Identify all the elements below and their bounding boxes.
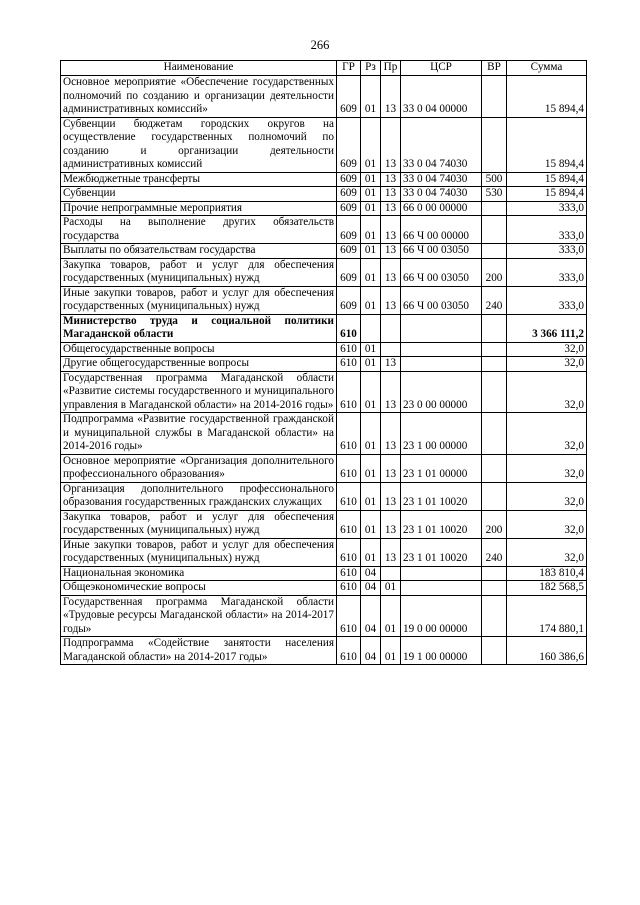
header-sum: Сумма [507,61,587,76]
cell-pr: 13 [381,538,401,566]
cell-csr: 66 Ч 00 03050 [401,286,482,314]
table-row [61,76,587,118]
cell-csr: 66 0 00 00000 [401,201,482,216]
cell-sum: 333,0 [507,286,587,314]
cell-name: Подпрограмма «Развитие государственной гражданской и муниципальной службы в Магаданской области» на 2014-2016 годы» [61,413,337,455]
cell-sum: 333,0 [507,201,587,216]
cell-csr: 66 Ч 00 00000 [401,216,482,244]
table-row [61,201,587,216]
cell-vr: 240 [482,286,507,314]
cell-vr [482,454,507,482]
cell-sum: 160 386,6 [507,637,587,665]
cell-vr: 240 [482,538,507,566]
cell-pr: 13 [381,371,401,413]
cell-pr: 01 [381,595,401,637]
cell-name: Прочие непрограммные мероприятия [61,201,337,216]
cell-rz: 01 [361,482,381,510]
cell-name: Субвенции [61,187,337,202]
table-row [61,314,587,342]
cell-name: Закупка товаров, работ и услуг для обеспечения государственных (муниципальных) нужд [61,258,337,286]
cell-rz: 01 [361,413,381,455]
cell-csr: 23 1 01 10020 [401,482,482,510]
cell-rz: 01 [361,286,381,314]
cell-csr: 66 Ч 00 03050 [401,244,482,259]
cell-vr: 200 [482,510,507,538]
cell-rz: 01 [361,357,381,372]
cell-name: Общеэкономические вопросы [61,581,337,596]
cell-gr: 610 [337,413,361,455]
cell-vr [482,76,507,118]
cell-name: Основное мероприятие «Организация дополнительного профессионального образования» [61,454,337,482]
cell-csr: 33 0 04 00000 [401,76,482,118]
cell-csr: 23 1 00 00000 [401,413,482,455]
cell-sum: 32,0 [507,538,587,566]
cell-rz: 01 [361,76,381,118]
cell-name: Подпрограмма «Содействие занятости населения Магаданской области» на 2014-2017 годы» [61,637,337,665]
cell-name: Основное мероприятие «Обеспечение государственных полномочий по созданию и организации деятельности административных комиссий» [61,76,337,118]
cell-name: Другие общегосударственные вопросы [61,357,337,372]
cell-csr: 33 0 04 74030 [401,172,482,187]
cell-sum: 3 366 111,2 [507,314,587,342]
cell-vr [482,314,507,342]
cell-vr [482,201,507,216]
cell-name: Организация дополнительного профессионального образования государственных гражданских служащих [61,482,337,510]
cell-rz: 01 [361,510,381,538]
cell-gr: 610 [337,454,361,482]
cell-csr: 23 1 01 10020 [401,510,482,538]
header-rz: Рз [361,61,381,76]
cell-name: Выплаты по обязательствам государства [61,244,337,259]
cell-sum: 32,0 [507,482,587,510]
cell-csr: 23 1 01 00000 [401,454,482,482]
cell-sum: 15 894,4 [507,187,587,202]
cell-gr: 609 [337,172,361,187]
cell-rz: 01 [361,244,381,259]
cell-vr [482,244,507,259]
cell-rz: 01 [361,538,381,566]
table-row [61,244,587,259]
cell-sum: 32,0 [507,371,587,413]
table-row [61,538,587,566]
cell-csr: 19 0 00 00000 [401,595,482,637]
table-row [61,482,587,510]
cell-vr: 500 [482,172,507,187]
table-row [61,258,587,286]
cell-rz: 04 [361,566,381,581]
cell-sum: 15 894,4 [507,172,587,187]
cell-pr: 01 [381,581,401,596]
cell-sum: 15 894,4 [507,117,587,172]
cell-rz: 01 [361,454,381,482]
cell-vr [482,637,507,665]
table-row [61,286,587,314]
header-csr: ЦСР [401,61,482,76]
cell-rz: 04 [361,581,381,596]
cell-name: Министерство труда и социальной политики Магаданской области [61,314,337,342]
table-row [61,371,587,413]
cell-sum: 182 568,5 [507,581,587,596]
cell-vr [482,482,507,510]
cell-name: Иные закупки товаров, работ и услуг для обеспечения государственных (муниципальных) нужд [61,286,337,314]
header-row [61,61,587,76]
cell-name: Иные закупки товаров, работ и услуг для обеспечения государственных (муниципальных) нужд [61,538,337,566]
cell-name: Закупка товаров, работ и услуг для обеспечения государственных (муниципальных) нужд [61,510,337,538]
cell-csr: 23 1 01 10020 [401,538,482,566]
cell-pr: 13 [381,258,401,286]
table-row [61,454,587,482]
table-row [61,216,587,244]
cell-gr: 609 [337,187,361,202]
cell-sum: 32,0 [507,357,587,372]
cell-rz [361,314,381,342]
table-row [61,637,587,665]
table-row [61,357,587,372]
cell-pr [381,566,401,581]
table-row [61,581,587,596]
cell-rz: 04 [361,637,381,665]
cell-pr [381,342,401,357]
cell-csr: 66 Ч 00 03050 [401,258,482,286]
cell-name: Межбюджетные трансферты [61,172,337,187]
cell-gr: 609 [337,286,361,314]
cell-gr: 609 [337,258,361,286]
table-row [61,117,587,172]
cell-rz: 01 [361,371,381,413]
cell-gr: 610 [337,342,361,357]
cell-vr [482,581,507,596]
cell-gr: 609 [337,76,361,118]
cell-rz: 01 [361,201,381,216]
cell-sum: 32,0 [507,413,587,455]
cell-rz: 01 [361,342,381,357]
cell-gr: 610 [337,510,361,538]
cell-gr: 610 [337,595,361,637]
cell-name: Субвенции бюджетам городских округов на осуществление государственных полномочий по созданию и организации деятельности административных комиссий [61,117,337,172]
cell-vr [482,117,507,172]
cell-vr [482,371,507,413]
cell-vr [482,342,507,357]
cell-sum: 333,0 [507,258,587,286]
cell-sum: 32,0 [507,342,587,357]
cell-gr: 610 [337,371,361,413]
cell-pr [381,314,401,342]
cell-vr [482,357,507,372]
cell-vr: 530 [482,187,507,202]
cell-sum: 174 880,1 [507,595,587,637]
table-row [61,172,587,187]
header-name: Наименование [61,61,337,76]
cell-pr: 13 [381,482,401,510]
cell-rz: 01 [361,216,381,244]
cell-csr [401,357,482,372]
cell-pr: 13 [381,76,401,118]
cell-csr [401,566,482,581]
cell-gr: 609 [337,216,361,244]
header-vr: ВР [482,61,507,76]
cell-vr: 200 [482,258,507,286]
table-row [61,342,587,357]
cell-pr: 13 [381,244,401,259]
table-row [61,566,587,581]
table-row [61,510,587,538]
table-row [61,187,587,202]
cell-pr: 13 [381,357,401,372]
cell-pr: 13 [381,117,401,172]
cell-sum: 32,0 [507,510,587,538]
cell-pr: 13 [381,201,401,216]
cell-csr [401,314,482,342]
page-number: 266 [310,38,330,52]
cell-gr: 610 [337,538,361,566]
cell-csr: 23 0 00 00000 [401,371,482,413]
header-gr: ГР [337,61,361,76]
cell-sum: 333,0 [507,244,587,259]
cell-pr: 01 [381,637,401,665]
cell-name: Общегосударственные вопросы [61,342,337,357]
table-row [61,595,587,637]
cell-pr: 13 [381,187,401,202]
cell-pr: 13 [381,172,401,187]
cell-sum: 333,0 [507,216,587,244]
cell-gr: 610 [337,637,361,665]
cell-gr: 610 [337,357,361,372]
cell-name: Государственная программа Магаданской области «Развитие системы государственного и муниципального управления в Магаданской области» на 2014-2016 годы» [61,371,337,413]
cell-pr: 13 [381,454,401,482]
cell-gr: 609 [337,244,361,259]
cell-vr [482,595,507,637]
cell-gr: 610 [337,581,361,596]
cell-name: Государственная программа Магаданской области «Трудовые ресурсы Магаданской области» на 2014-2017 годы» [61,595,337,637]
cell-pr: 13 [381,286,401,314]
cell-sum: 183 810,4 [507,566,587,581]
cell-csr [401,581,482,596]
cell-sum: 15 894,4 [507,76,587,118]
table-row [61,413,587,455]
cell-pr: 13 [381,510,401,538]
cell-csr: 33 0 04 74030 [401,187,482,202]
cell-gr: 610 [337,482,361,510]
cell-vr [482,566,507,581]
cell-pr: 13 [381,413,401,455]
cell-gr: 610 [337,566,361,581]
cell-csr [401,342,482,357]
budget-table [60,60,587,665]
header-pr: Пр [381,61,401,76]
cell-rz: 01 [361,187,381,202]
cell-gr: 610 [337,314,361,342]
cell-rz: 01 [361,117,381,172]
cell-csr: 19 1 00 00000 [401,637,482,665]
cell-pr: 13 [381,216,401,244]
cell-vr [482,216,507,244]
cell-rz: 04 [361,595,381,637]
cell-name: Национальная экономика [61,566,337,581]
cell-rz: 01 [361,172,381,187]
cell-gr: 609 [337,117,361,172]
cell-rz: 01 [361,258,381,286]
cell-gr: 609 [337,201,361,216]
cell-vr [482,413,507,455]
cell-csr: 33 0 04 74030 [401,117,482,172]
cell-sum: 32,0 [507,454,587,482]
cell-name: Расходы на выполнение других обязательств государства [61,216,337,244]
